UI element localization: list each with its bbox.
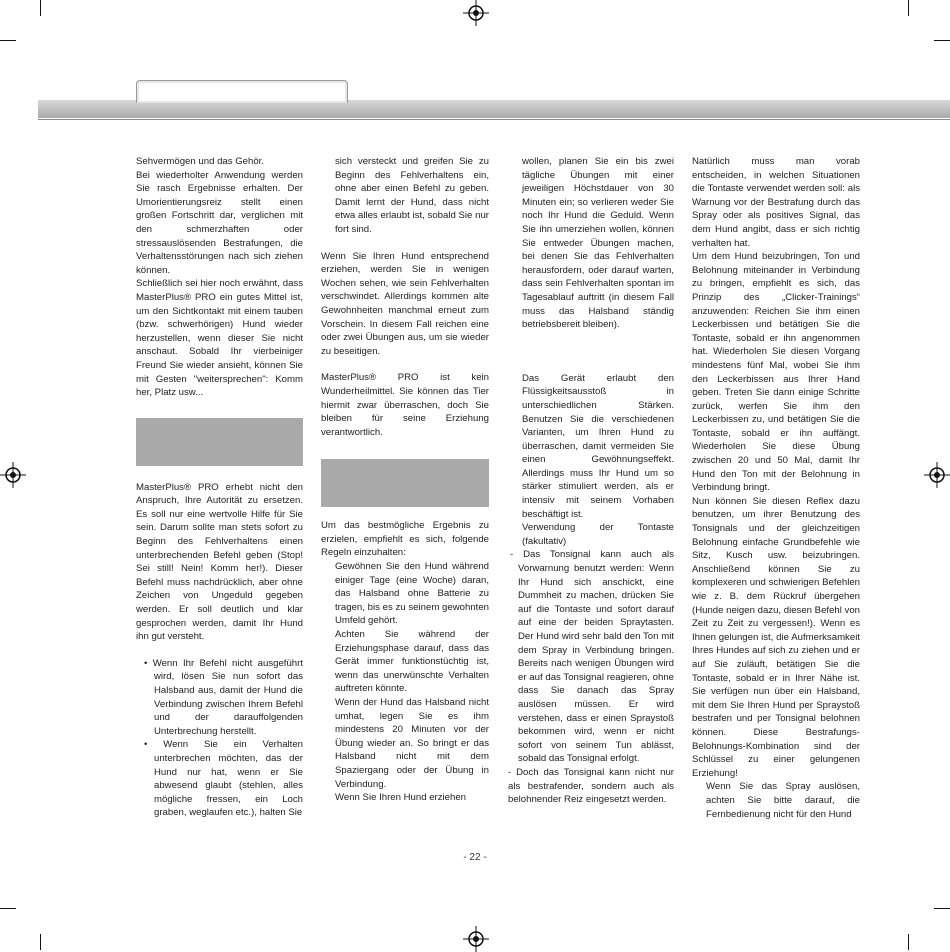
column-1 (136, 155, 303, 820)
paragraph: - Doch das Tonsignal kann nicht nur als bestrafender, sondern auch als belohnender Reiz eingesetzt werden. (508, 766, 674, 806)
crop-mark (908, 934, 909, 950)
paragraph: Um dem Hund beizubringen, Ton und Belohnung miteinander in Verbindung zu bringen, empfiehlt es sich, das Prinzip des „Clicker-Trainings“ anzuwenden: Reichen Sie ihm einen Leckerbissen und betätigen Sie die Tontaste, sobald er ihn angenommen hat. Wiederholen Sie diesen Vorgang mindestens fünf Mal, wobei Sie ihm den Leckerbissen aus Ihrer Hand geben. Treten Sie dann einige Schritte zurück, werfen Sie ihm den Leckerbissen zu, und betätigen Sie die Tontaste, sobald er ihn auffängt. Wiederholen Sie diese Übung zwischen 20 und 50 Mal, damit Ihr Hund den Ton mit der Belohnung in Verbindung bringt. (692, 251, 860, 494)
crop-mark (934, 40, 950, 41)
paragraph: Sehvermögen und das Gehör. (136, 156, 265, 167)
registration-mark-icon (924, 462, 950, 488)
paragraph: Natürlich muss man vorab entscheiden, in welchen Situationen die Tontaste verwendet werden soll: als Warnung vor der Bestrafung durch das Spray oder als positives Signal, das dem Hund angibt, dass er sich richtig verhalten hat. (692, 156, 860, 249)
paragraph: Um das bestmögliche Ergebnis zu erzielen, empfiehlt es sich, folgende Regeln einzuhalten: (321, 520, 489, 559)
paragraph: Schließlich sei hier noch erwähnt, dass MasterPlus® PRO ein gutes Mittel ist, um den Sichtkontakt mit einem tauben (bzw. schwerhörigen) Hund wieder herzustellen, wenn dieser Sie nicht anschaut. Sobald Ihr vierbeiniger Freund Sie wieder ansieht, können Sie mit Gesten "weitersprechen": Komm her, Platz usw... (136, 278, 303, 399)
paragraph: Wenn der Hund das Halsband nicht umhat, legen Sie es ihm mindestens 20 Minuten vor der Übung wieder an. So bringt er das Halsband nicht mit dem Spaziergang oder der Übung in Verbindung. (335, 697, 489, 790)
bullet-item: • Wenn Ihr Befehl nicht ausgeführt wird, lösen Sie nun sofort das Halsband aus, damit der Hund die Verbindung zwischen Ihrem Befehl und der darauffolgenden Unterbrechung herstellt. (144, 657, 303, 737)
paragraph: wollen, planen Sie ein bis zwei tägliche Übungen mit einer jeweiligen Höchstdauer von 30 Minuten ein; so verlieren weder Sie noch Ihr Hund die Geduld. Wenn Sie ihn umerziehen wollen, können Sie entweder Übungen machen, bei denen Sie das Fehlverhalten herausfordern, oder darauf warten, dass sein Fehlverhalten spontan im Tagesablauf auftritt (in diesem Fall muss das Halsband ständig betriebsbereit bleiben). (522, 156, 674, 331)
dash-item: - Das Tonsignal kann auch als Vorwarnung benutzt werden: Wenn Ihr Hund sich anschickt, eine Dummheit zu machen, drücken Sie auf die Tontaste und sofort darauf auf eine der beiden Spraytasten. Der Hund wird sehr bald den Ton mit dem Spray in Verbindung bringen. Bereits nach wenigen Übungen wird er auf das Tonsignal reagieren, ohne dass Sie danach das Spray auslösen müssen. Er wird verstehen, dass er einen Spraystoß bekommen wird, wenn er nicht sofort von seinem Tun ablässt, sobald das Tonsignal erfolgt. (510, 549, 674, 765)
paragraph: sich versteckt und greifen Sie zu Beginn des Fehlverhaltens ein, ohne aber einen Befehl zu geben. Damit lernt der Hund, dass nicht etwa alles erlaubt ist, sobald Sie nur fort sind. (335, 156, 489, 235)
registration-mark-icon (0, 462, 26, 488)
crop-mark (40, 934, 41, 950)
header-rule (38, 119, 950, 120)
section-heading-bar (136, 418, 303, 466)
registration-mark-icon (463, 926, 489, 952)
section-heading-bar (321, 459, 489, 507)
paragraph: Verwendung der Tontaste (fakultativ) (522, 522, 674, 547)
crop-mark (40, 0, 41, 16)
crop-mark (934, 908, 950, 909)
crop-mark (0, 40, 16, 41)
crop-mark (0, 908, 16, 909)
paragraph: Wenn Sie das Spray auslösen, achten Sie bitte darauf, die Fernbedienung nicht für den Hund (706, 781, 860, 820)
paragraph: Wenn Sie Ihren Hund entsprechend erziehen, werden Sie in wenigen Wochen sehen, wie sein Fehlverhalten verschwindet. Allerdings kommen alte Gewohnheiten manchmal erneut zum Vorschein. In diesem Fall reichen eine oder zwei Übungen aus, um sie wieder zu beseitigen. (321, 250, 489, 357)
paragraph: Das Gerät erlaubt den Flüssigkeitsausstoß in unterschiedlichen Stärken. Benutzen Sie die verschiedenen Varianten, um Ihren Hund zu überraschen, damit vermeiden Sie einen Gewöhnungseffekt. Allerdings muss Ihr Hund um so stärker stimuliert werden, als er intensiv mit seinem Vorhaben beschäftigt ist. (522, 372, 674, 520)
column-2 (321, 155, 489, 805)
paragraph: MasterPlus® PRO ist kein Wunderheilmittel. Sie können das Tier hiermit zwar überraschen, doch Sie bleiben für seine Erziehung verantwortlich. (321, 372, 489, 438)
header-tab (136, 80, 348, 103)
paragraph: Achten Sie während der Erziehungsphase darauf, dass das Gerät immer funktionstüchtig ist, wenn das unerwünschte Verhalten auftreten könnte. (335, 629, 489, 695)
paragraph: MasterPlus® PRO erhebt nicht den Anspruch, Ihre Autorität zu ersetzen. Es soll nur eine wertvolle Hilfe für Sie sein. Darum sollte man stets sofort zu Beginn des Fehlverhaltens einen unterbrechenden Befehl geben (Stop! Sei still! Nein! Komm her!). Dieser Befehl muss nachdrücklich, aber ohne Zeichen von Ungeduld gegeben werden. Er soll deutlich und klar gesprochen werden, damit Ihr Hund ihn gut versteht. (136, 481, 303, 643)
column-3 (508, 155, 674, 807)
column-4 (692, 155, 860, 821)
paragraph: Wenn Sie Ihren Hund erziehen (335, 792, 467, 804)
paragraph: Nun können Sie diesen Reflex dazu benutzen, um ihrer Benutzung des Tonsignals und der gleichzeitigen Belohnung einfache Grundbefehle wie Sitz, Kusch usw. beizubringen. Anschließend können Sie zu komplexeren und schwierigen Befehlen wie z. B. dem Rückruf übergehen (Hunde neigen dazu, diesen Befehl von Zeit zu Zeit zu vergessen!). Wenn es Ihnen gelungen ist, die Aufmerksamkeit Ihres Hundes auf sich zu ziehen und er auf Sie zuläuft, betätigen Sie die Tontaste, sobald er in Ihrer Nähe ist. Sie verfügen nun über ein Halsband, mit dem Sie Ihren Hund per Spraystoß bestrafen und per Tonsignal belohnen können. Diese Bestrafungs-Belohnungs-Kombination sind der Schlüssel zu einer gelungenen Erziehung! (692, 495, 861, 779)
bullet-item: • Wenn Sie ein Verhalten unterbrechen möchten, das der Hund nur hat, wenn er Sie abwesend glaubt (stehlen, alles mögliche fressen, ein Loch graben, weglaufen etc.), halten Sie (144, 739, 303, 819)
paragraph: Gewöhnen Sie den Hund während einiger Tage (eine Woche) daran, das Halsband ohne Batterie zu tragen, bis es zu seinem gewohnten Umfeld gehört. (335, 561, 489, 627)
crop-mark (908, 0, 909, 16)
paragraph: Bei wiederholter Anwendung werden Sie rasch Ergebnisse erhalten. Der Umorientierungsreiz stellt einen großen Fortschritt dar, verglichen mit den schmerzhaften oder stressauslösenden Bestrafungen, die Verhaltensstörungen nach sich ziehen können. (136, 169, 303, 276)
registration-mark-icon (463, 0, 489, 26)
page-number: - 22 - (463, 852, 487, 863)
